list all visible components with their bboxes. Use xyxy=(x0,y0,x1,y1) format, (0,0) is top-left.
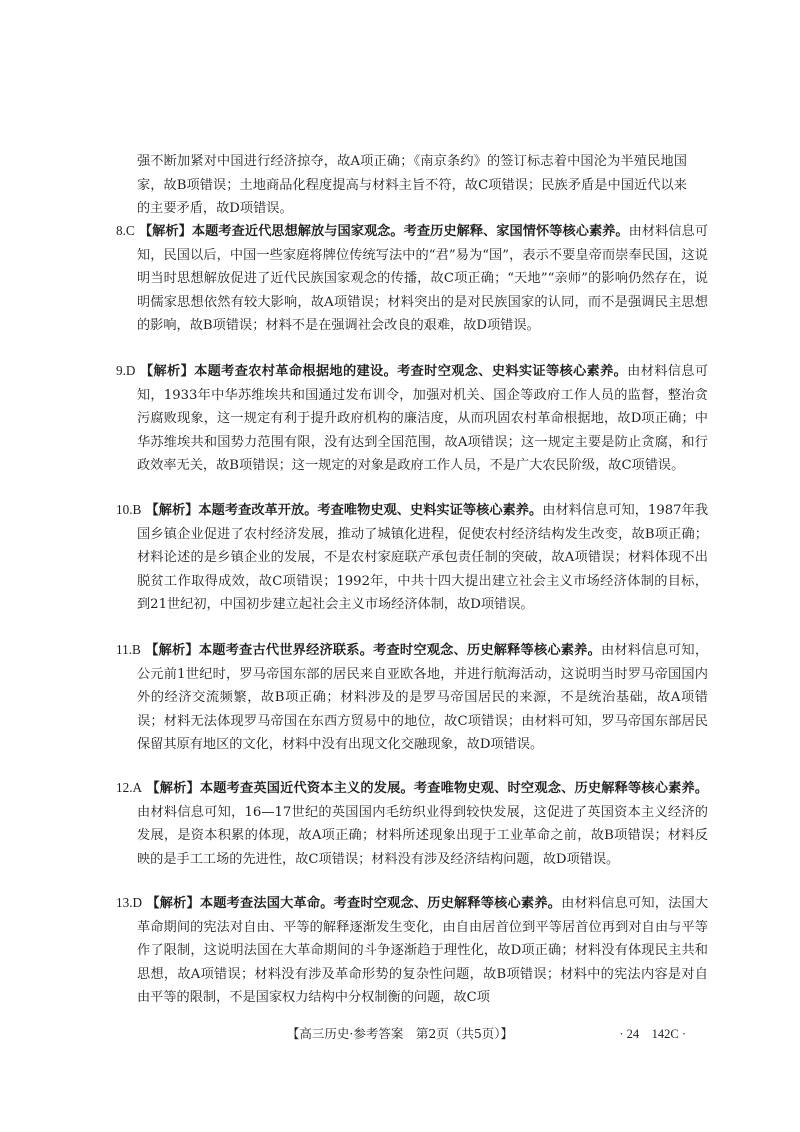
answer-headline: 本题考查古代世界经济联系。考查时空观念、历史解释等核心素养。 xyxy=(198,643,601,658)
answer-number: 11.B xyxy=(116,642,141,657)
analysis-tag: 【解析】 xyxy=(139,364,195,379)
footer-code: · 24 142C · xyxy=(619,1027,686,1041)
analysis-tag: 【解析】 xyxy=(138,224,192,239)
answer-number: 9.D xyxy=(116,363,136,378)
answer-item-9 xyxy=(116,359,708,478)
answer-number: 12.A xyxy=(116,780,143,795)
answer-body: 由材料信息可知，16—17世纪的英国国内毛纺织业得到较快发展，这促进了英国资本主义经济的发展，是资本积累的体现，故A项正确；材料所述现象出现于工业革命之前，故B项错误；材料反映的是手工工场的先进性，故C项错误；材料没有涉及经济结构问题，故D项错误。 xyxy=(137,804,708,867)
page-footer xyxy=(0,1024,800,1044)
answer-headline: 本题考查英国近代资本主义的发展。考查唯物史观、时空观念、历史解释等核心素养。 xyxy=(199,781,709,796)
answer-headline: 本题考查法国大革命。考查时空观念、历史解释等核心素养。 xyxy=(199,896,562,911)
answer-item-10 xyxy=(116,498,708,617)
answer-body: 由材料信息可知，法国大革命期间的宪法对自由、平等的解释逐渐发生变化，由自由居首位到平等居首位再到对自由与平等作了限制，这说明法国在大革命期间的斗争逐渐趋于理性化，故D项正确；材料没有体现民主共和思想，故A项错误；材料没有涉及革命形势的复杂性问题，故B项错误；材料中的宪法内容是对自由平等的限制，不是国家权力结构中分权制衡的问题，故C项 xyxy=(137,896,709,1006)
answer-body: 由材料信息可知，民国以后，中国一些家庭将牌位传统写法中的“君”易为“国”，表示不要皇帝而崇奉民国，这说明当时思想解放促进了近代民族国家观念的传播，故C项正确；“天地”“亲师”的影响仍然存在，说明儒家思想依然有较大影响，故A项错误；材料突出的是对民族国家的认同，而不是强调民主思想的影响，故B项错误；材料不是在强调社会改良的艰难，故D项错误。 xyxy=(137,224,709,334)
answer-number: 10.B xyxy=(116,502,142,517)
answer-headline: 本题考查近代思想解放与国家观念。考查历史解释、家国情怀等核心素养。 xyxy=(191,224,629,239)
answer-body: 由材料信息可知，公元前1世纪时，罗马帝国东部的居民来自亚欧各地，并进行航海活动，这说明当时罗马帝国国内外的经济交流频繁，故B项正确；材料涉及的是罗马帝国居民的来源，不是统治基础，故A项错误；材料无法体现罗马帝国在东西方贸易中的地位，故C项错误；由材料可知，罗马帝国东部居民保留其原有地区的文化，材料中没有出现文化交融现象，故D项错误。 xyxy=(137,643,709,753)
answer-number: 8.C xyxy=(116,223,135,238)
footer-page-label: 【高三历史·参考答案 第2页（共5页）】 xyxy=(286,1026,514,1041)
answer-item-8 xyxy=(116,219,708,338)
answer-item-12 xyxy=(116,776,708,871)
analysis-tag: 【解析】 xyxy=(145,643,199,658)
analysis-tag: 【解析】 xyxy=(145,503,199,518)
previous-answer-continuation: 强不断加紧对中国进行经济掠夺，故A项正确；《南京条约》的签订标志着中国沦为半殖民地国家，故B项错误；土地商品化程度提高与材料主旨不符，故C项错误；民族矛盾是中国近代以来的主要矛盾，故D项错误。 xyxy=(137,154,687,217)
answer-item-11 xyxy=(116,638,708,757)
answer-body: 由材料信息可知，1987年我国乡镇企业促进了农村经济发展，推动了城镇化进程，促使农村经济结构发生改变，故B项正确；材料论述的是乡镇企业的发展，不是农村家庭联产承包责任制的突破，故A项错误；材料体现不出脱贫工作取得成效，故C项错误；1992年，中共十四大提出建立社会主义市场经济体制的目标，到21世纪初，中国初步建立起社会主义市场经济体制，故D项错误。 xyxy=(137,503,709,613)
answer-item-13 xyxy=(116,891,708,1010)
analysis-tag: 【解析】 xyxy=(146,781,200,796)
answer-body: 由材料信息可知，1933年中华苏维埃共和国通过发布训令，加强对机关、国企等政府工作人员的监督，整治贪污腐败现象，这一规定有利于提升政府机构的廉洁度，从而巩固农村革命根据地，故D项正确；中华苏维埃共和国势力范围有限，没有达到全国范围，故A项错误；这一规定主要是防止贪腐，和行政效率无关，故B项错误；这一规定的对象是政府工作人员，不是广大农民阶级，故C项错误。 xyxy=(137,364,709,474)
answer-number: 13.D xyxy=(116,895,143,910)
answer-headline: 本题考查改革开放。考查唯物史观、史料实证等核心素养。 xyxy=(198,503,543,518)
answer-headline: 本题考查农村革命根据地的建设。考查时空观念、史料实证等核心素养。 xyxy=(194,364,628,379)
analysis-tag: 【解析】 xyxy=(146,896,200,911)
